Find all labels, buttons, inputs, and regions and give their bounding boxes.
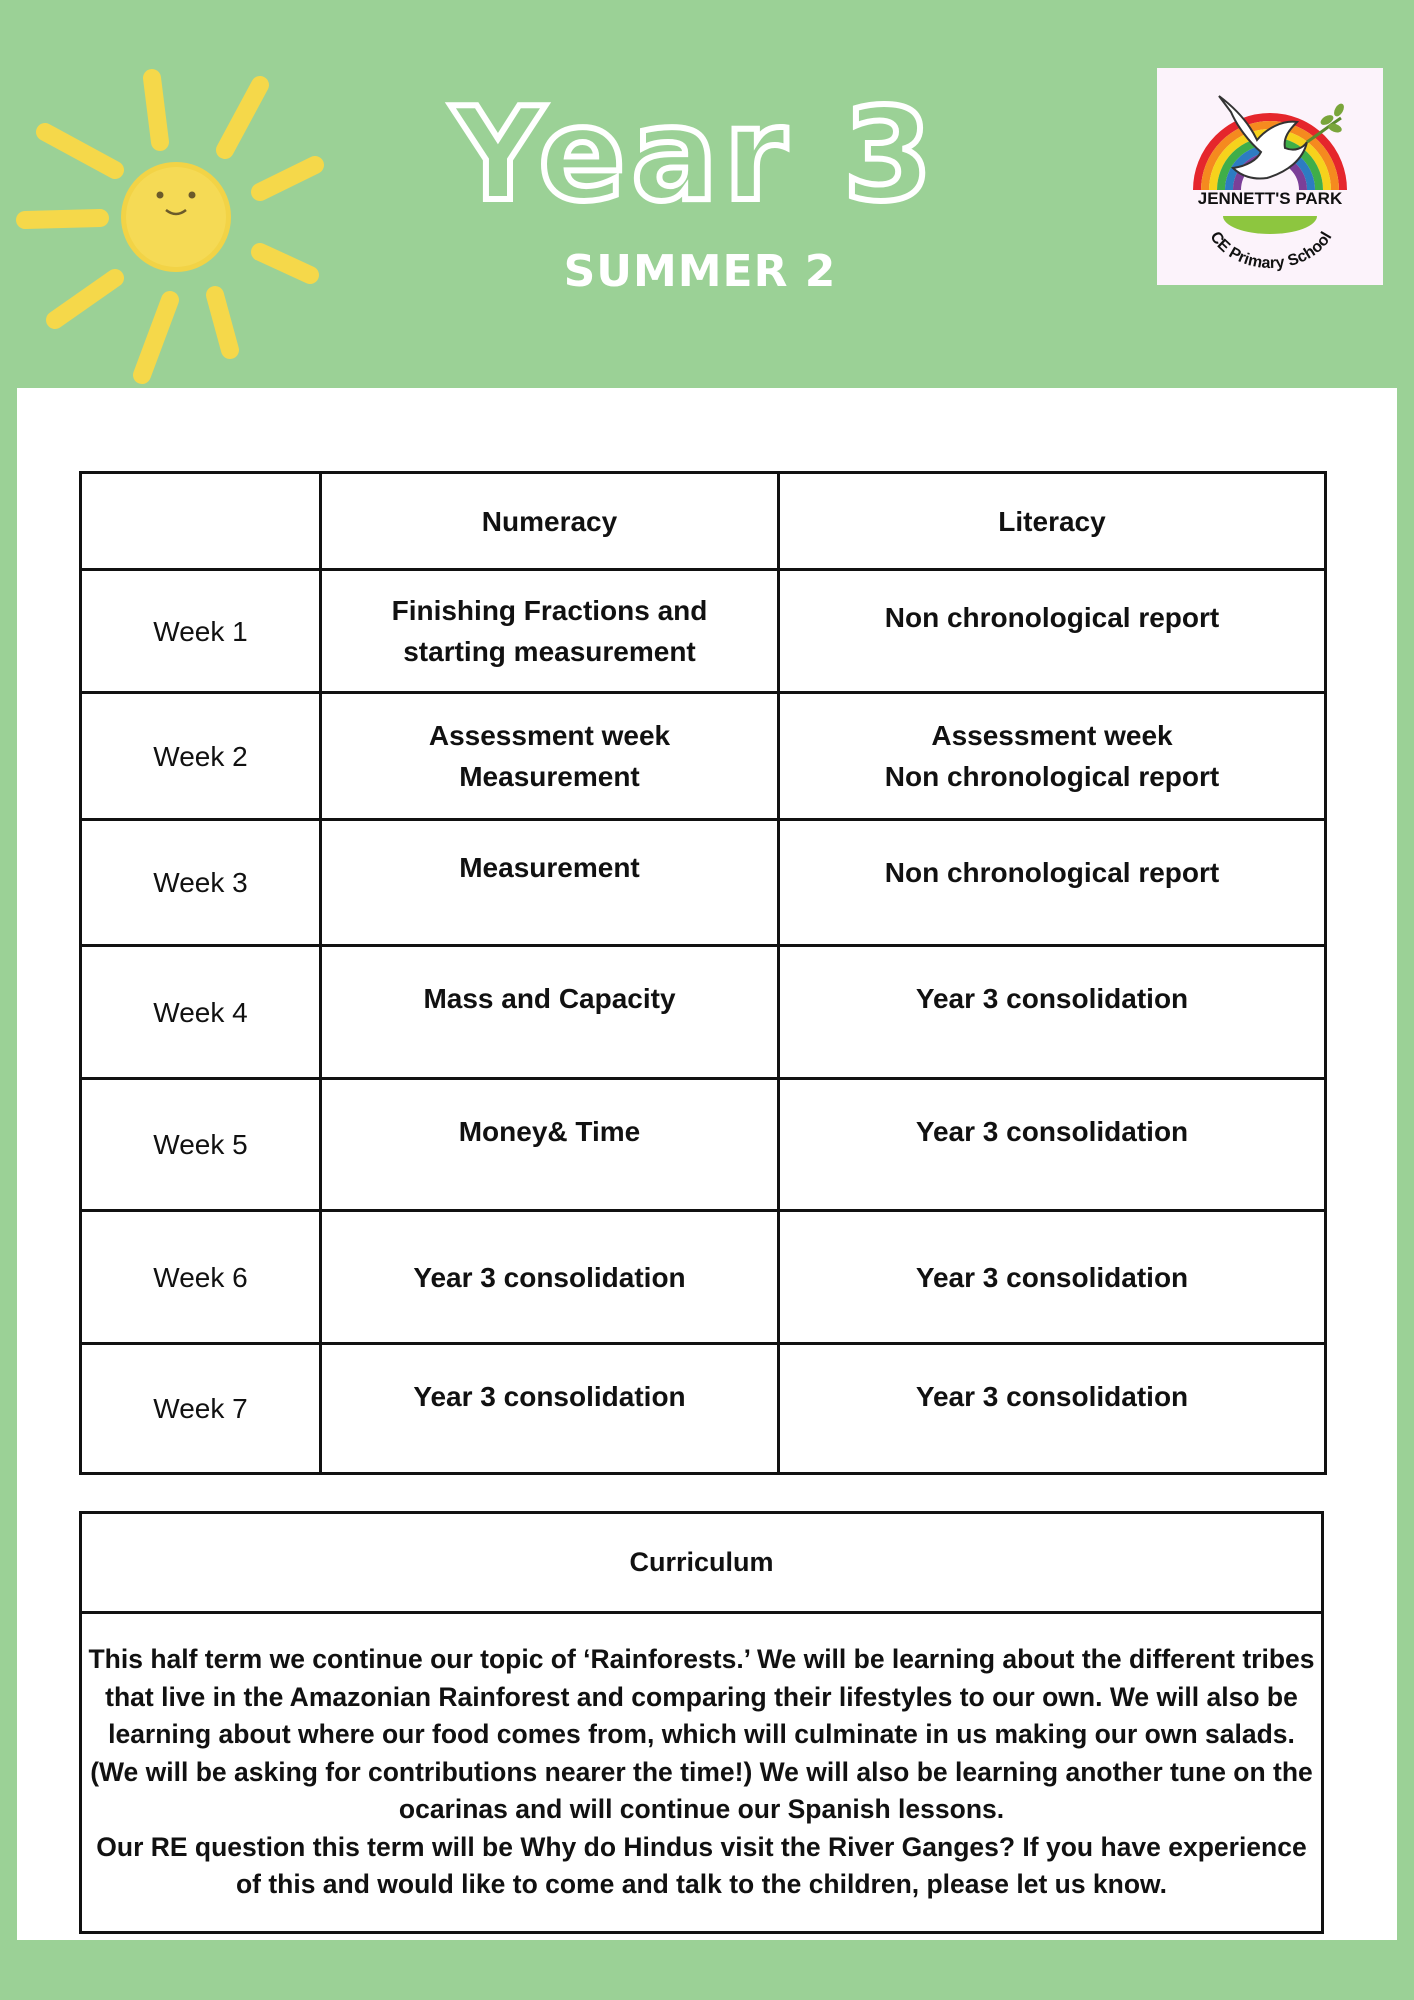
curriculum-paragraph: This half term we continue our topic of ‘Rainforests.’ We will be learning about the different tribes that live in the Amazonian Rainforest and comparing their lifestyles to our own. We will also be learning about where our food comes from, which will culminate in us making our own salads. (We will be asking for contributions nearer the time!) We will also be learning another tune on the ocarinas and will continue our Spanish lessons. [88, 1644, 1315, 1825]
week-label: Week 2 [81, 693, 321, 820]
week-label: Week 6 [81, 1211, 321, 1344]
literacy-cell [779, 946, 1326, 1079]
timetable [79, 471, 1327, 1475]
numeracy-line: Money& Time [458, 1116, 641, 1147]
week-label: Week 4 [81, 946, 321, 1079]
logo-text-bottom: CE Primary School [1206, 228, 1336, 273]
week-label: Week 7 [81, 1344, 321, 1474]
literacy-line: Non chronological report [884, 857, 1220, 888]
curriculum-paragraph: Our RE question this term will be Why do Hindus visit the River Ganges? If you have experience of this and would like to come and talk to the children, please let us know. [96, 1831, 1307, 1900]
table-row [81, 1344, 1326, 1474]
literacy-cell [779, 1079, 1326, 1211]
literacy-line: Year 3 consolidation [915, 1261, 1189, 1293]
numeracy-line: Assessment week [428, 720, 671, 751]
week-label: Week 1 [81, 570, 321, 693]
week-label: Week 3 [81, 820, 321, 946]
logo-text-top: JENNETT'S PARK [1197, 189, 1343, 208]
table-row [81, 946, 1326, 1079]
literacy-line: Year 3 consolidation [915, 983, 1189, 1014]
literacy-cell [779, 1344, 1326, 1474]
page-title: Year 3 [451, 81, 939, 230]
curriculum-box [79, 1511, 1324, 1934]
term-subtitle: SUMMER 2 [563, 246, 837, 297]
header-numeracy: Numeracy [321, 473, 779, 570]
table-row [81, 1211, 1326, 1344]
numeracy-line: Year 3 consolidation [413, 1381, 686, 1412]
literacy-cell [779, 693, 1326, 820]
table-header-row [81, 473, 1326, 570]
curriculum-heading: Curriculum [81, 1513, 1323, 1613]
literacy-line: Year 3 consolidation [915, 1116, 1189, 1147]
numeracy-line: Measurement [459, 852, 640, 883]
numeracy-cell [321, 693, 779, 820]
table-row [81, 820, 1326, 946]
numeracy-cell [321, 570, 779, 693]
table-row [81, 570, 1326, 693]
numeracy-line: starting measurement [403, 636, 696, 667]
numeracy-line: Year 3 consolidation [413, 1261, 686, 1293]
curriculum-text [81, 1613, 1323, 1933]
literacy-line: Non chronological report [884, 761, 1220, 792]
header-literacy: Literacy [779, 473, 1326, 570]
table-row [81, 693, 1326, 820]
svg-text:CE Primary School [1206, 229, 1335, 272]
literacy-cell [779, 570, 1326, 693]
table-row [81, 1079, 1326, 1211]
numeracy-cell [321, 820, 779, 946]
numeracy-cell [321, 946, 779, 1079]
content-panel [17, 388, 1397, 1940]
numeracy-cell [321, 1079, 779, 1211]
numeracy-line: Measurement [459, 761, 640, 792]
numeracy-line: Finishing Fractions and [391, 595, 708, 626]
literacy-line: Non chronological report [884, 602, 1220, 633]
literacy-cell [779, 1211, 1326, 1344]
numeracy-cell [321, 1344, 779, 1474]
numeracy-cell [321, 1211, 779, 1344]
school-logo [1157, 68, 1383, 285]
week-label: Week 5 [81, 1079, 321, 1211]
literacy-line: Assessment week [931, 720, 1173, 751]
dove-rainbow-logo-icon [1157, 68, 1383, 285]
literacy-cell [779, 820, 1326, 946]
header-cell-empty [81, 473, 321, 570]
literacy-line: Year 3 consolidation [915, 1381, 1189, 1412]
numeracy-line: Mass and Capacity [423, 983, 676, 1014]
